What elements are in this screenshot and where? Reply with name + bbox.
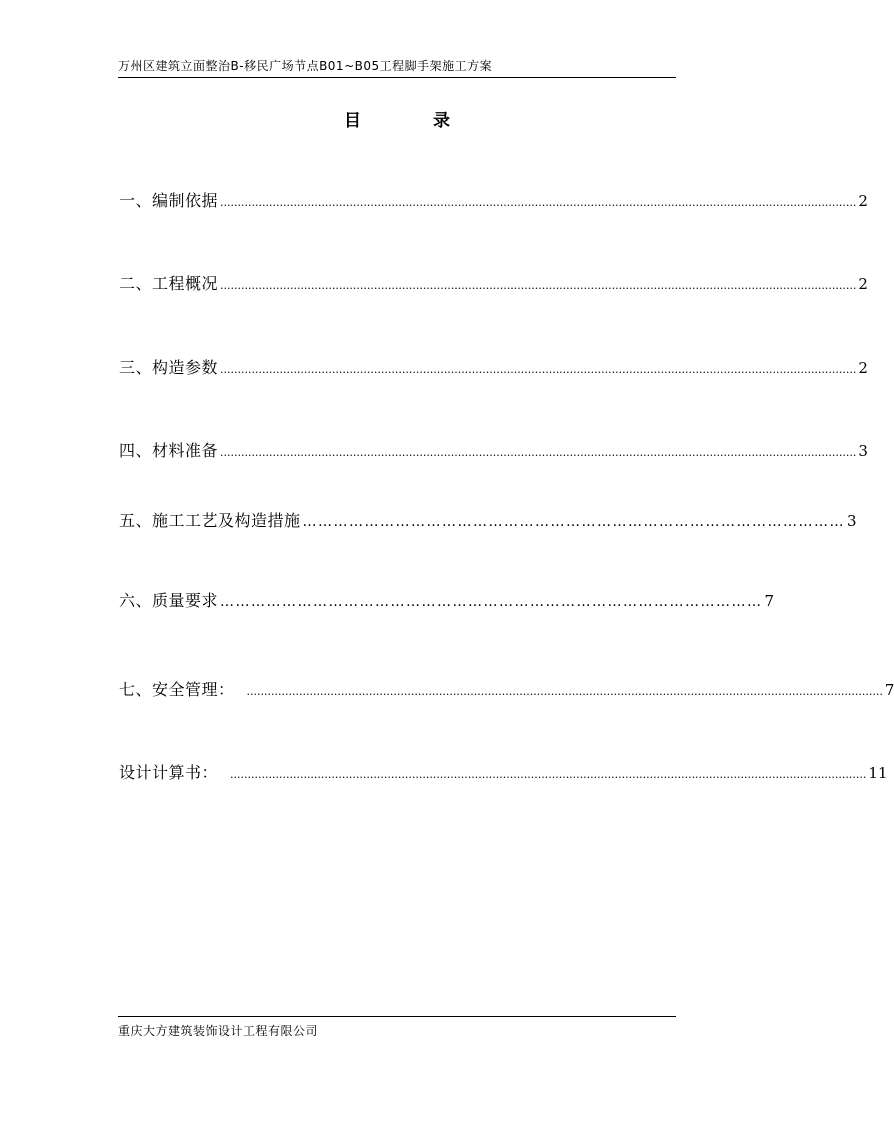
- toc-label: 七、安全管理：: [119, 680, 235, 699]
- toc-label: 五、施工工艺及构造措施: [119, 511, 301, 530]
- toc-dot-leader: ......................................................................................................................................................................................: [230, 768, 867, 781]
- toc-entry-3[interactable]: [119, 358, 868, 378]
- toc-page-number: 2: [858, 192, 868, 210]
- running-footer: 重庆大方建筑装饰设计工程有限公司: [118, 1024, 319, 1038]
- toc-page-number: 7: [764, 592, 775, 610]
- header-rule: [118, 77, 676, 78]
- toc-page-number: 2: [858, 359, 868, 377]
- toc-label: 六、质量要求: [119, 591, 219, 610]
- toc-entry-7[interactable]: [119, 680, 894, 700]
- title-char-2: 录: [433, 111, 450, 131]
- toc-page-number: 3: [858, 442, 868, 460]
- toc-entry-4[interactable]: [119, 441, 868, 461]
- toc-dot-leader: ......................................................................................................................................................................................: [220, 196, 857, 209]
- toc-page-number: 2: [858, 275, 868, 293]
- toc-label: 一、编制依据: [119, 191, 219, 210]
- toc-label: 四、材料准备: [119, 441, 219, 460]
- toc-page-number: 11: [868, 764, 888, 782]
- toc-entry-8[interactable]: [119, 763, 888, 783]
- title-char-1: 目: [344, 111, 361, 131]
- toc-dot-leader: ……………………………………………………………………………………………: [302, 514, 846, 530]
- page-title: [0, 106, 794, 131]
- toc-dot-leader: ……………………………………………………………………………………………: [220, 594, 763, 610]
- toc-dot-leader: ......................................................................................................................................................................................: [220, 363, 857, 376]
- toc-label: 三、构造参数: [119, 358, 219, 377]
- toc-dot-leader: ......................................................................................................................................................................................: [246, 685, 883, 698]
- toc-entry-1[interactable]: [119, 191, 868, 211]
- toc-page-number: 3: [847, 512, 857, 530]
- footer-rule: [118, 1016, 676, 1017]
- toc-page-number: 7: [884, 681, 894, 699]
- toc-entry-5[interactable]: [119, 511, 857, 531]
- running-header: 万州区建筑立面整治B-移民广场节点B01~B05工程脚手架施工方案: [118, 59, 493, 73]
- toc-label: 设计计算书：: [119, 763, 219, 782]
- toc-dot-leader: ......................................................................................................................................................................................: [220, 279, 857, 292]
- toc-dot-leader: ......................................................................................................................................................................................: [220, 446, 857, 459]
- toc-entry-2[interactable]: [119, 274, 868, 294]
- toc-label: 二、工程概况: [119, 274, 219, 293]
- toc-entry-6[interactable]: [119, 591, 775, 611]
